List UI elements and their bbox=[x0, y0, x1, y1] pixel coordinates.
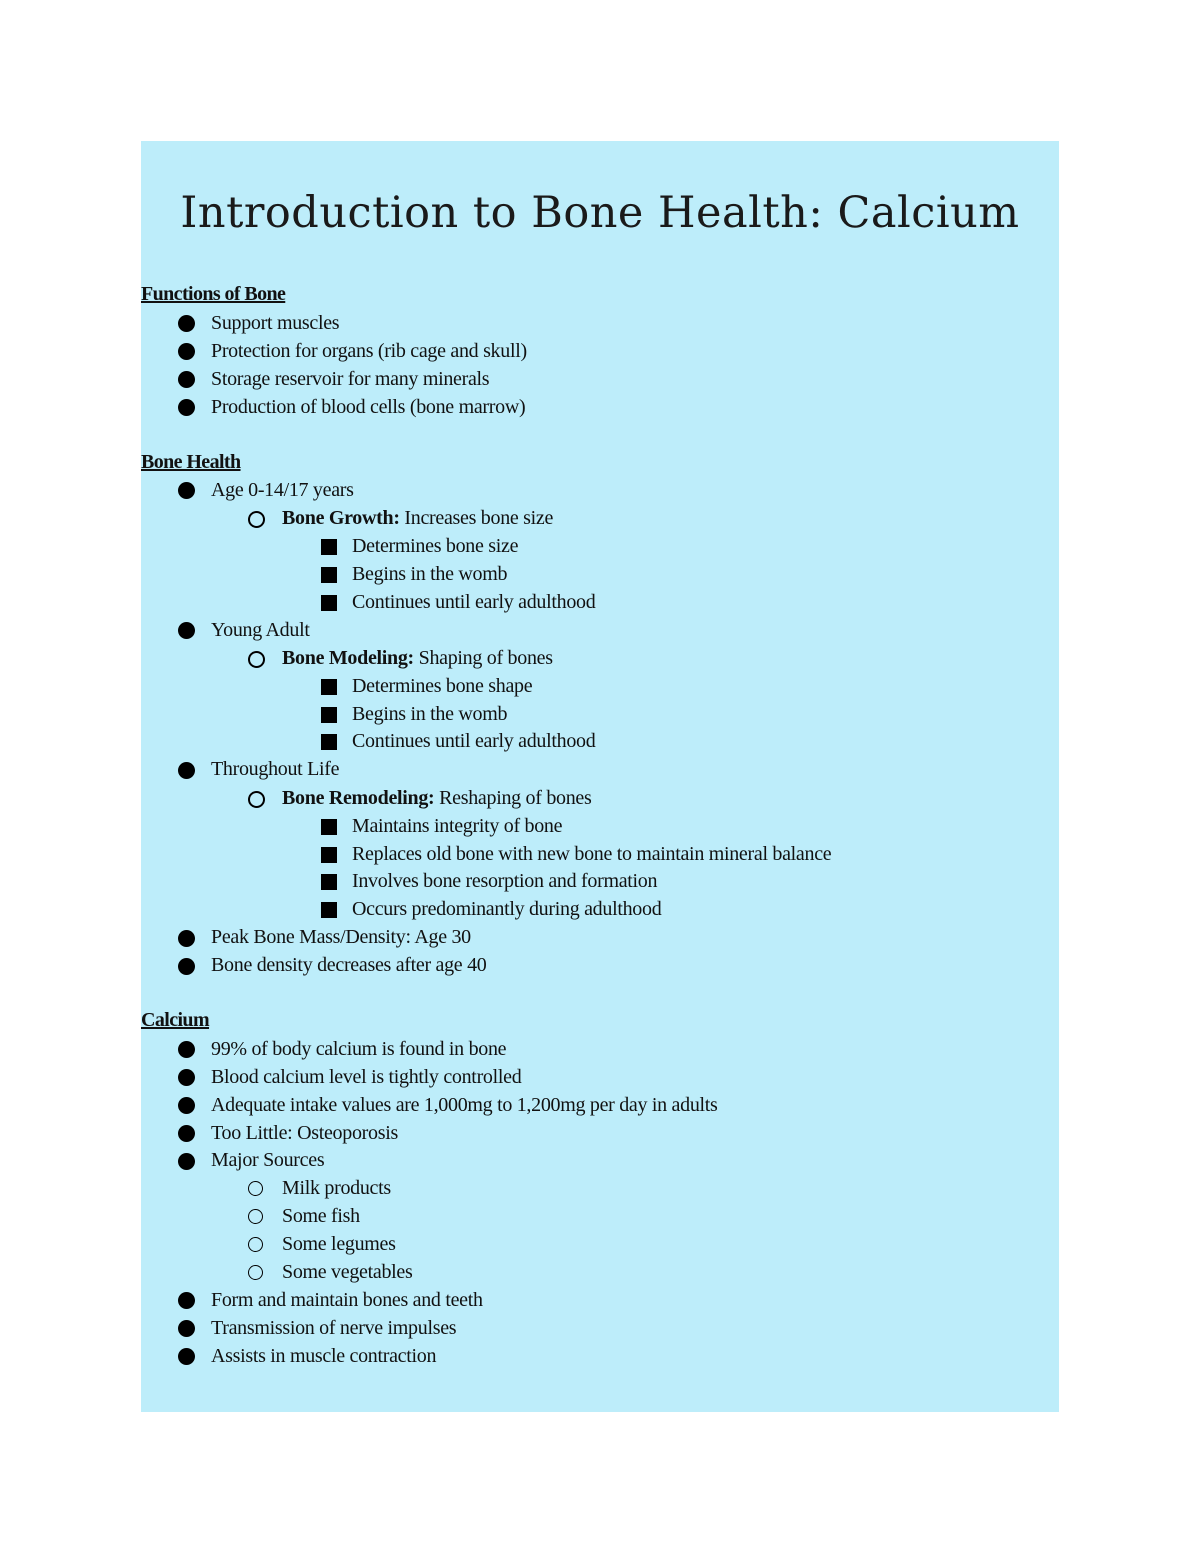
list-item: Begins in the womb bbox=[352, 563, 508, 585]
term-description: Increases bone size bbox=[399, 507, 554, 529]
bullet-disc-icon bbox=[178, 1125, 195, 1142]
bullet-disc-icon bbox=[178, 762, 195, 779]
section-heading-calcium: Calcium bbox=[141, 1009, 210, 1031]
bullet-disc-icon bbox=[178, 1292, 195, 1309]
bullet-disc-icon bbox=[178, 1041, 195, 1058]
term-bone-growth: Bone Growth: bbox=[282, 507, 400, 529]
bullet-square-icon bbox=[321, 847, 337, 863]
bullet-square-icon bbox=[321, 734, 337, 750]
bullet-circle-icon bbox=[248, 511, 265, 528]
list-item bbox=[282, 786, 591, 810]
bullet-circle-icon bbox=[248, 1181, 263, 1196]
bullet-disc-icon bbox=[178, 1153, 195, 1170]
list-item: Major Sources bbox=[211, 1149, 325, 1171]
list-item: Determines bone shape bbox=[352, 675, 533, 697]
bullet-square-icon bbox=[321, 874, 337, 890]
list-item: Some fish bbox=[282, 1205, 360, 1227]
bullet-disc-icon bbox=[178, 315, 195, 332]
bullet-square-icon bbox=[321, 595, 337, 611]
bullet-circle-icon bbox=[248, 791, 265, 808]
bullet-disc-icon bbox=[178, 1069, 195, 1086]
list-item: Production of blood cells (bone marrow) bbox=[211, 396, 526, 418]
bullet-disc-icon bbox=[178, 958, 195, 975]
page-title: Introduction to Bone Health: Calcium bbox=[180, 188, 1020, 238]
bullet-square-icon bbox=[321, 902, 337, 918]
list-item: Protection for organs (rib cage and skull) bbox=[211, 340, 527, 362]
bullet-disc-icon bbox=[178, 1320, 195, 1337]
bullet-disc-icon bbox=[178, 482, 195, 499]
bullet-disc-icon bbox=[178, 1097, 195, 1114]
list-item: Throughout Life bbox=[211, 758, 340, 780]
bullet-circle-icon bbox=[248, 651, 265, 668]
list-item: 99% of body calcium is found in bone bbox=[211, 1038, 507, 1060]
list-item: Maintains integrity of bone bbox=[352, 815, 563, 837]
list-item bbox=[282, 646, 553, 670]
list-item: Peak Bone Mass/Density: Age 30 bbox=[211, 926, 471, 948]
section-heading-functions: Functions of Bone bbox=[141, 283, 286, 305]
bullet-circle-icon bbox=[248, 1237, 263, 1252]
list-item: Transmission of nerve impulses bbox=[211, 1317, 457, 1339]
term-bone-modeling: Bone Modeling: bbox=[282, 647, 414, 669]
list-item: Young Adult bbox=[211, 619, 310, 641]
bullet-square-icon bbox=[321, 707, 337, 723]
bullet-square-icon bbox=[321, 539, 337, 555]
bullet-disc-icon bbox=[178, 930, 195, 947]
list-item: Bone density decreases after age 40 bbox=[211, 954, 487, 976]
list-item: Continues until early adulthood bbox=[352, 591, 596, 613]
list-item: Blood calcium level is tightly controlled bbox=[211, 1066, 522, 1088]
bullet-circle-icon bbox=[248, 1209, 263, 1224]
list-item: Too Little: Osteoporosis bbox=[211, 1122, 398, 1144]
section-heading-bone-health: Bone Health bbox=[141, 451, 241, 473]
bullet-square-icon bbox=[321, 679, 337, 695]
list-item: Some legumes bbox=[282, 1233, 396, 1255]
list-item: Age 0-14/17 years bbox=[211, 479, 354, 501]
bullet-disc-icon bbox=[178, 622, 195, 639]
bullet-disc-icon bbox=[178, 1348, 195, 1365]
list-item: Continues until early adulthood bbox=[352, 730, 596, 752]
bullet-square-icon bbox=[321, 567, 337, 583]
list-item: Assists in muscle contraction bbox=[211, 1345, 437, 1367]
list-item: Storage reservoir for many minerals bbox=[211, 368, 490, 390]
term-description: Shaping of bones bbox=[413, 647, 553, 669]
bullet-circle-icon bbox=[248, 1265, 263, 1280]
list-item: Some vegetables bbox=[282, 1261, 413, 1283]
term-description: Reshaping of bones bbox=[434, 787, 592, 809]
list-item: Support muscles bbox=[211, 312, 340, 334]
list-item: Determines bone size bbox=[352, 535, 519, 557]
list-item: Milk products bbox=[282, 1177, 391, 1199]
list-item: Begins in the womb bbox=[352, 703, 508, 725]
list-item: Replaces old bone with new bone to maintain mineral balance bbox=[352, 843, 832, 865]
list-item: Adequate intake values are 1,000mg to 1,200mg per day in adults bbox=[211, 1094, 718, 1116]
term-bone-remodeling: Bone Remodeling: bbox=[282, 787, 435, 809]
list-item: Occurs predominantly during adulthood bbox=[352, 898, 662, 920]
list-item: Form and maintain bones and teeth bbox=[211, 1289, 483, 1311]
list-item: Involves bone resorption and formation bbox=[352, 870, 658, 892]
bullet-disc-icon bbox=[178, 399, 195, 416]
bullet-disc-icon bbox=[178, 343, 195, 360]
bullet-square-icon bbox=[321, 819, 337, 835]
bullet-disc-icon bbox=[178, 371, 195, 388]
list-item bbox=[282, 506, 553, 530]
